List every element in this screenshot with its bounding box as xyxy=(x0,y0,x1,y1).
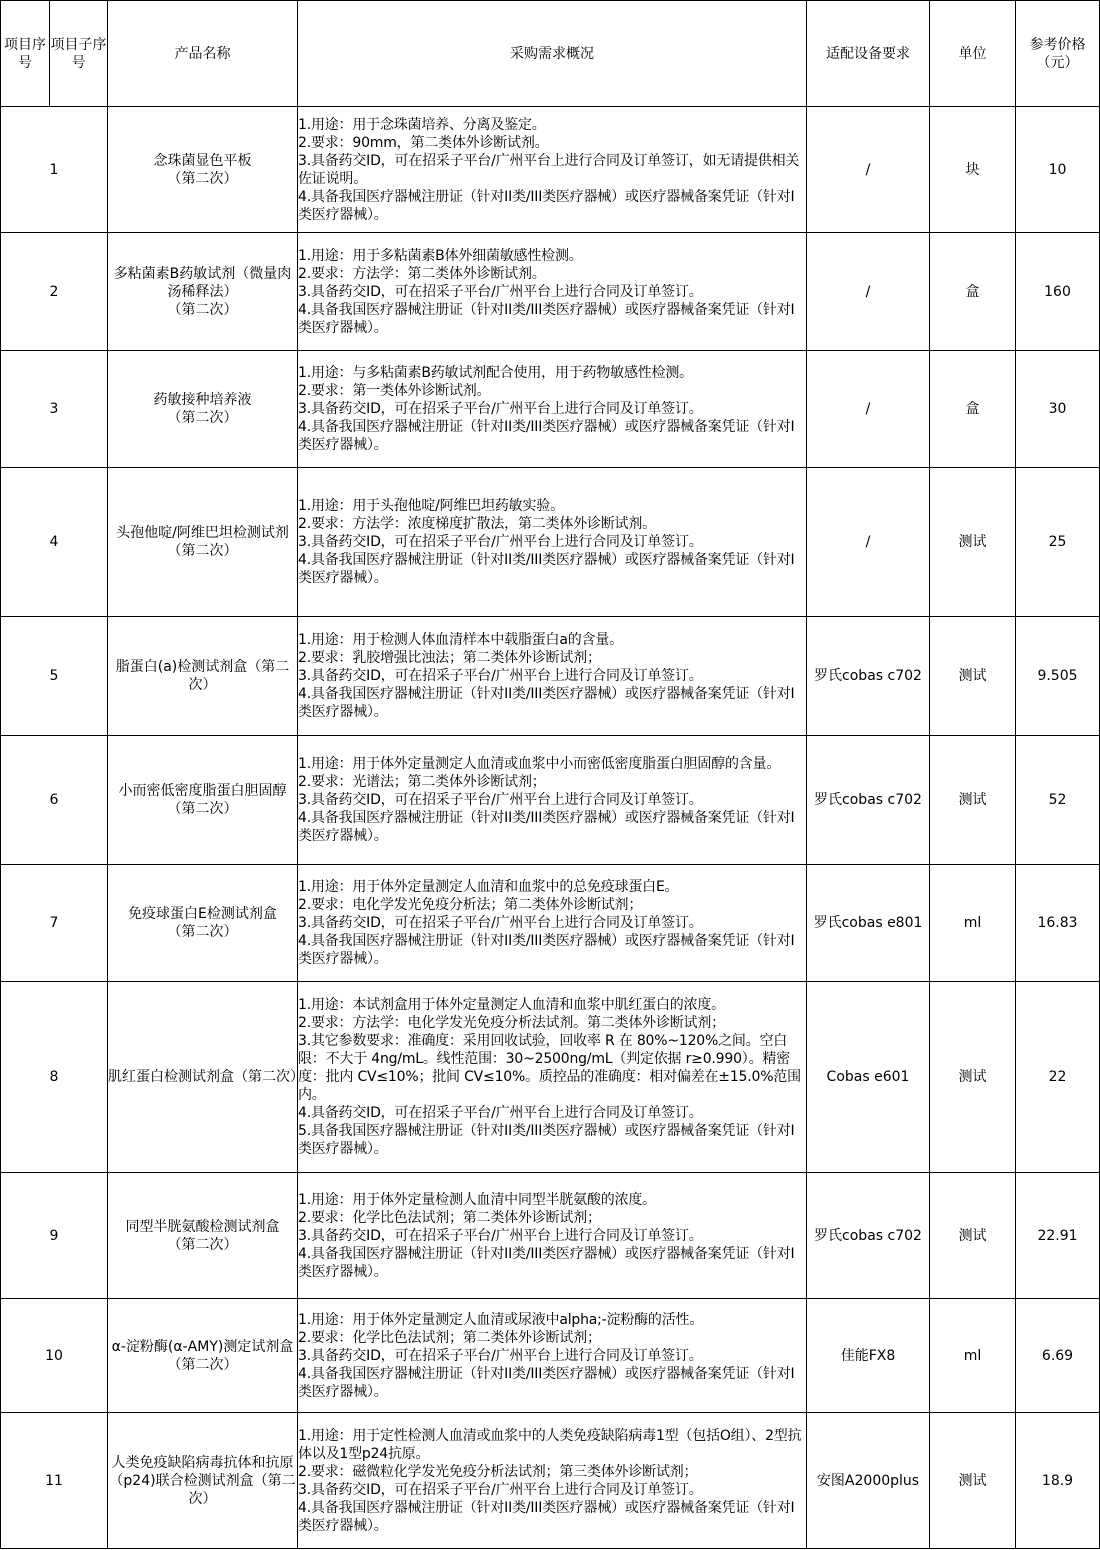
product-name-line: 念珠菌显色平板 xyxy=(153,152,252,169)
requirement-line: 1.用途：用于念珠菌培养、分离及鉴定。 xyxy=(298,116,546,133)
requirement-line: 3.具备药交ID，可在招采子平台/广州平台上进行合同及订单签订，如无请提供相关佐证说明。 xyxy=(298,152,800,187)
requirement-line: 2.要求：90mm，第二类体外诊断试剂。 xyxy=(298,134,549,151)
header-requirements: 采购需求概况 xyxy=(298,1,807,107)
cell-project-no: 9 xyxy=(1,1173,108,1299)
requirement-line: 3.其它参数要求：准确度：采用回收试验，回收率 R 在 80%~120%之间。空白限：不大于 4ng/mL。线性范围：30~2500ng/mL（判定依据 r≥0.990）。精密度：批内 CV≤10%；批间 CV≤10%。质控品的准确度：相对偏差在±15.0%范围内。 xyxy=(298,1033,801,1103)
cell-unit: 盒 xyxy=(930,351,1016,468)
cell-product-name xyxy=(108,736,298,865)
requirement-line: 1.用途：用于多粘菌素B体外细菌敏感性检测。 xyxy=(298,247,583,264)
requirement-line: 2.要求：电化学发光免疫分析法；第二类体外诊断试剂； xyxy=(298,897,643,913)
product-name-line: 肌红蛋白检测试剂盒（第二次） xyxy=(108,1069,304,1085)
requirement-line: 2.要求：方法学：电化学发光免疫分析法试剂。第二类体外诊断试剂； xyxy=(298,1015,725,1031)
cell-unit: 测试 xyxy=(930,468,1016,617)
cell-requirements xyxy=(298,233,807,351)
header-unit: 单位 xyxy=(930,1,1016,107)
cell-price: 25 xyxy=(1016,468,1100,617)
cell-device: 安图A2000plus xyxy=(807,1413,930,1549)
cell-device: 罗氏cobas c702 xyxy=(807,736,930,865)
cell-unit: 测试 xyxy=(930,617,1016,736)
requirement-line: 3.具备药交ID，可在招采子平台/广州平台上进行合同及订单签订。 xyxy=(298,915,703,931)
cell-device: 罗氏cobas c702 xyxy=(807,1173,930,1299)
cell-price: 10 xyxy=(1016,107,1100,233)
product-name-line: （第二次） xyxy=(167,301,238,318)
requirement-line: 2.要求：化学比色法试剂；第二类体外诊断试剂； xyxy=(298,1209,601,1226)
cell-requirements xyxy=(298,865,807,982)
cell-requirements xyxy=(298,107,807,233)
header-project-no: 项目序号 xyxy=(1,1,50,107)
requirement-line: 3.具备药交ID，可在招采子平台/广州平台上进行合同及订单签订。 xyxy=(298,792,703,808)
requirement-line: 3.具备药交ID，可在招采子平台/广州平台上进行合同及订单签订。 xyxy=(298,668,703,684)
cell-requirements xyxy=(298,736,807,865)
cell-unit: 测试 xyxy=(930,982,1016,1173)
requirement-line: 2.要求：化学比色法试剂；第二类体外诊断试剂； xyxy=(298,1329,601,1346)
cell-price: 52 xyxy=(1016,736,1100,865)
requirement-line: 4.具备我国医疗器械注册证（针对II类/III类医疗器械）或医疗器械备案凭证（针对I类医疗器械）。 xyxy=(298,933,795,967)
table-row xyxy=(1,1413,1100,1549)
header-price: 参考价格（元） xyxy=(1016,1,1100,107)
product-name-line: 同型半胱氨酸检测试剂盒 xyxy=(125,1218,280,1235)
cell-unit: 测试 xyxy=(930,1173,1016,1299)
cell-price: 16.83 xyxy=(1016,865,1100,982)
cell-requirements xyxy=(298,1413,807,1549)
table-row xyxy=(1,617,1100,736)
product-name-line: 小而密低密度脂蛋白胆固醇（第二次） xyxy=(118,783,287,817)
cell-product-name xyxy=(108,233,298,351)
requirement-line: 2.要求：光谱法；第二类体外诊断试剂； xyxy=(298,774,546,790)
table-row xyxy=(1,736,1100,865)
table-row xyxy=(1,233,1100,351)
cell-device: / xyxy=(807,107,930,233)
requirement-line: 2.要求：方法学：第二类体外诊断试剂。 xyxy=(298,265,546,282)
table-row xyxy=(1,107,1100,233)
cell-unit: 测试 xyxy=(930,1413,1016,1549)
requirement-line: 1.用途：用于体外定量测定人血清或血浆中小而密低密度脂蛋白胆固醇的含量。 xyxy=(298,756,781,772)
cell-project-no: 8 xyxy=(1,982,108,1173)
requirement-line: 2.要求：乳胶增强比浊法；第二类体外诊断试剂； xyxy=(298,650,601,666)
product-name-line: （第二次） xyxy=(167,924,238,940)
requirement-line: 1.用途：用于头孢他啶/阿维巴坦药敏实验。 xyxy=(298,498,564,514)
cell-price: 22 xyxy=(1016,982,1100,1173)
header-row xyxy=(1,1,1100,107)
requirement-line: 4.具备我国医疗器械注册证（针对II类/III类医疗器械）或医疗器械备案凭证（针对I类医疗器械）。 xyxy=(298,1365,795,1400)
cell-product-name xyxy=(108,351,298,468)
cell-project-no: 7 xyxy=(1,865,108,982)
cell-product-name xyxy=(108,1413,298,1549)
requirement-line: 2.要求：第一类体外诊断试剂。 xyxy=(298,383,491,399)
requirement-line: 4.具备我国医疗器械注册证（针对II类/III类医疗器械）或医疗器械备案凭证（针对I类医疗器械）。 xyxy=(298,419,795,453)
requirement-line: 1.用途：用于体外定量测定人血清或尿液中alpha;-淀粉酶的活性。 xyxy=(298,1311,704,1328)
cell-price: 18.9 xyxy=(1016,1413,1100,1549)
cell-product-name xyxy=(108,107,298,233)
cell-device: 佳能FX8 xyxy=(807,1299,930,1413)
product-name-line: 脂蛋白(a)检测试剂盒（第二次） xyxy=(115,659,290,693)
cell-requirements xyxy=(298,617,807,736)
cell-device: / xyxy=(807,468,930,617)
table-row xyxy=(1,351,1100,468)
product-name-line: α-淀粉酶(α-AMY)测定试剂盒（第二次） xyxy=(111,1338,294,1373)
cell-product-name xyxy=(108,1173,298,1299)
header-device: 适配设备要求 xyxy=(807,1,930,107)
cell-project-no: 5 xyxy=(1,617,108,736)
table-row xyxy=(1,468,1100,617)
cell-requirements xyxy=(298,351,807,468)
cell-requirements xyxy=(298,1299,807,1413)
table-body xyxy=(1,107,1100,1549)
cell-project-no: 10 xyxy=(1,1299,108,1413)
product-name-line: （第二次） xyxy=(167,1236,238,1253)
cell-requirements xyxy=(298,468,807,617)
product-name-line: 头孢他啶/阿维巴坦检测试剂 xyxy=(116,525,289,541)
cell-product-name xyxy=(108,617,298,736)
product-name-line: （第二次） xyxy=(167,170,238,187)
cell-product-name xyxy=(108,468,298,617)
cell-product-name xyxy=(108,865,298,982)
cell-unit: 测试 xyxy=(930,736,1016,865)
cell-project-no: 11 xyxy=(1,1413,108,1549)
cell-device: 罗氏cobas c702 xyxy=(807,617,930,736)
cell-device: 罗氏cobas e801 xyxy=(807,865,930,982)
cell-project-no: 3 xyxy=(1,351,108,468)
table-row xyxy=(1,1173,1100,1299)
requirement-line: 1.用途：用于定性检测人血清或血浆中的人类免疫缺陷病毒1型（包括O组）、2型抗体以及1型p24抗原。 xyxy=(298,1427,802,1462)
product-name-line: 免疫球蛋白E检测试剂盒 xyxy=(128,906,277,922)
requirement-line: 4.具备我国医疗器械注册证（针对II类/III类医疗器械）或医疗器械备案凭证（针对I类医疗器械）。 xyxy=(298,686,795,720)
requirement-line: 3.具备药交ID，可在招采子平台/广州平台上进行合同及订单签订。 xyxy=(298,401,703,417)
cell-price: 6.69 xyxy=(1016,1299,1100,1413)
requirement-line: 3.具备药交ID，可在招采子平台/广州平台上进行合同及订单签订。 xyxy=(298,283,703,300)
requirement-line: 4.具备药交ID，可在招采子平台/广州平台上进行合同及订单签订。 xyxy=(298,1105,703,1121)
cell-project-no: 1 xyxy=(1,107,108,233)
cell-product-name xyxy=(108,1299,298,1413)
cell-price: 22.91 xyxy=(1016,1173,1100,1299)
product-name-line: 人类免疫缺陷病毒抗体和抗原（p24)联合检测试剂盒（第二次） xyxy=(109,1454,296,1507)
requirement-line: 4.具备我国医疗器械注册证（针对II类/III类医疗器械）或医疗器械备案凭证（针对I类医疗器械）。 xyxy=(298,810,795,844)
requirement-line: 1.用途：用于体外定量检测人血清中同型半胱氨酸的浓度。 xyxy=(298,1191,656,1208)
product-name-line: 药敏接种培养液 xyxy=(153,392,252,408)
cell-price: 30 xyxy=(1016,351,1100,468)
requirement-line: 4.具备我国医疗器械注册证（针对II类/III类医疗器械）或医疗器械备案凭证（针对I类医疗器械）。 xyxy=(298,1245,795,1280)
requirement-line: 1.用途：用于检测人体血清样本中载脂蛋白a的含量。 xyxy=(298,632,623,648)
header-sub-no: 项目子序号 xyxy=(50,1,108,107)
cell-project-no: 4 xyxy=(1,468,108,617)
table-row xyxy=(1,982,1100,1173)
cell-price: 160 xyxy=(1016,233,1100,351)
cell-device: Cobas e601 xyxy=(807,982,930,1173)
requirement-line: 3.具备药交ID，可在招采子平台/广州平台上进行合同及订单签订。 xyxy=(298,1227,703,1244)
cell-project-no: 2 xyxy=(1,233,108,351)
cell-product-name xyxy=(108,982,304,1173)
requirement-line: 4.具备我国医疗器械注册证（针对II类/III类医疗器械）或医疗器械备案凭证（针对I类医疗器械）。 xyxy=(298,188,795,223)
product-name-line: （第二次） xyxy=(167,543,238,559)
requirement-line: 3.具备药交ID，可在招采子平台/广州平台上进行合同及订单签订。 xyxy=(298,1481,703,1498)
cell-unit: ml xyxy=(930,865,1016,982)
cell-requirements xyxy=(298,1173,807,1299)
product-name-line: 多粘菌素B药敏试剂（微量肉汤稀释法） xyxy=(113,265,292,300)
table-row xyxy=(1,1299,1100,1413)
product-name-line: （第二次） xyxy=(167,410,238,426)
cell-unit: ml xyxy=(930,1299,1016,1413)
requirement-line: 4.具备我国医疗器械注册证（针对II类/III类医疗器械）或医疗器械备案凭证（针对I类医疗器械）。 xyxy=(298,1499,795,1534)
cell-device: / xyxy=(807,233,930,351)
requirement-line: 3.具备药交ID，可在招采子平台/广州平台上进行合同及订单签订。 xyxy=(298,1347,703,1364)
cell-requirements xyxy=(298,982,807,1173)
requirement-line: 1.用途：本试剂盒用于体外定量测定人血清和血浆中肌红蛋白的浓度。 xyxy=(298,997,725,1013)
cell-device: / xyxy=(807,351,930,468)
requirement-line: 2.要求：方法学：浓度梯度扩散法，第二类体外诊断试剂。 xyxy=(298,516,656,532)
requirement-line: 5.具备我国医疗器械注册证（针对II类/III类医疗器械）或医疗器械备案凭证（针对I类医疗器械）。 xyxy=(298,1123,795,1157)
requirement-line: 4.具备我国医疗器械注册证（针对II类/III类医疗器械）或医疗器械备案凭证（针对I类医疗器械）。 xyxy=(298,552,795,586)
requirement-line: 1.用途：与多粘菌素B药敏试剂配合使用，用于药物敏感性检测。 xyxy=(298,365,693,381)
requirement-line: 4.具备我国医疗器械注册证（针对II类/III类医疗器械）或医疗器械备案凭证（针对I类医疗器械）。 xyxy=(298,301,795,336)
header-product-name: 产品名称 xyxy=(108,1,298,107)
requirement-line: 2.要求：磁微粒化学发光免疫分析法试剂；第三类体外诊断试剂； xyxy=(298,1463,698,1480)
cell-unit: 盒 xyxy=(930,233,1016,351)
table-row xyxy=(1,865,1100,982)
cell-project-no: 6 xyxy=(1,736,108,865)
requirement-line: 3.具备药交ID，可在招采子平台/广州平台上进行合同及订单签订。 xyxy=(298,534,703,550)
cell-unit: 块 xyxy=(930,107,1016,233)
cell-price: 9.505 xyxy=(1016,617,1100,736)
requirement-line: 1.用途：用于体外定量测定人血清和血浆中的总免疫球蛋白E。 xyxy=(298,879,679,895)
